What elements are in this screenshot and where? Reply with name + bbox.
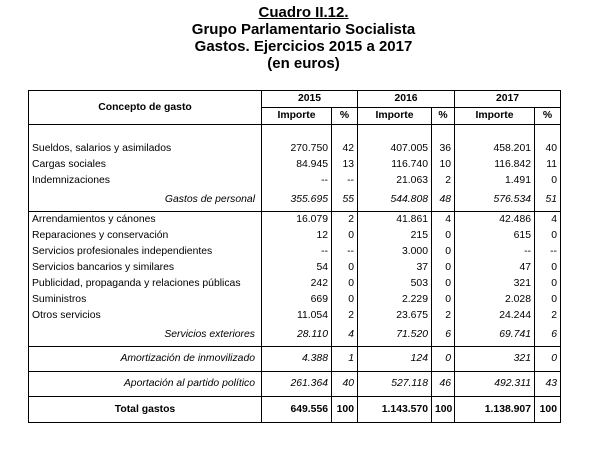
cell-value: 4 <box>535 212 561 229</box>
cell-value: 0 <box>535 173 561 189</box>
cell-value: 492.311 <box>455 372 535 397</box>
importe-header: Importe <box>358 108 432 125</box>
cell-value: 36 <box>432 141 455 157</box>
cell-value: 0 <box>535 292 561 308</box>
cell-value: 2 <box>535 308 561 324</box>
cell-value: 11 <box>535 157 561 173</box>
cell-value: 261.364 <box>262 372 332 397</box>
cell-value: 2.229 <box>358 292 432 308</box>
row-label: Otros servicios <box>29 308 262 324</box>
cell-value: 0 <box>432 228 455 244</box>
cell-value: 100 <box>535 397 561 423</box>
row-label: Publicidad, propaganda y relaciones públicas <box>29 276 262 292</box>
importe-header: Importe <box>455 108 535 125</box>
cell-value: 0 <box>332 228 358 244</box>
cell-value: 576.534 <box>455 189 535 212</box>
cell-value: -- <box>455 244 535 260</box>
subtotal-row-servicios <box>29 324 561 347</box>
cell-value: 24.244 <box>455 308 535 324</box>
subtotal-label: Gastos de personal <box>29 189 262 212</box>
cell-value: 355.695 <box>262 189 332 212</box>
total-row <box>29 397 561 423</box>
row-label: Arrendamientos y cánones <box>29 212 262 229</box>
cell-value: 458.201 <box>455 141 535 157</box>
cell-value: 2.028 <box>455 292 535 308</box>
cell-value: 2 <box>332 212 358 229</box>
header-row-years <box>29 91 561 108</box>
cell-value: 116.842 <box>455 157 535 173</box>
year-2015-header: 2015 <box>262 91 358 108</box>
cell-value: 13 <box>332 157 358 173</box>
cell-value: 0 <box>535 347 561 372</box>
table-title: Grupo Parlamentario Socialista <box>191 21 416 38</box>
amortizacion-row <box>29 347 561 372</box>
cell-value: 10 <box>432 157 455 173</box>
table-number: Cuadro II.12. <box>258 4 349 21</box>
table-row <box>29 141 561 157</box>
cell-value: 1.138.907 <box>455 397 535 423</box>
cell-value: 16.079 <box>262 212 332 229</box>
row-label: Servicios profesionales independientes <box>29 244 262 260</box>
cell-value: 100 <box>432 397 455 423</box>
cell-value: 503 <box>358 276 432 292</box>
cell-value: 28.110 <box>262 324 332 347</box>
cell-value: 69.741 <box>455 324 535 347</box>
cell-value: 4.388 <box>262 347 332 372</box>
cell-value: 3.000 <box>358 244 432 260</box>
table-caption <box>0 4 607 72</box>
cell-value: 47 <box>455 260 535 276</box>
cell-value: 100 <box>332 397 358 423</box>
cell-value: 2 <box>432 173 455 189</box>
cell-value: 21.063 <box>358 173 432 189</box>
table-row <box>29 244 561 260</box>
cell-value: 0 <box>535 260 561 276</box>
table-subtitle: Gastos. Ejercicios 2015 a 2017 <box>194 38 413 55</box>
cell-value: 0 <box>432 276 455 292</box>
cell-value: 4 <box>332 324 358 347</box>
pct-header: % <box>432 108 455 125</box>
table-row <box>29 228 561 244</box>
cell-value: 51 <box>535 189 561 212</box>
cell-value: 55 <box>332 189 358 212</box>
cell-value: 0 <box>432 347 455 372</box>
table-row <box>29 157 561 173</box>
year-2017-header: 2017 <box>455 91 561 108</box>
cell-value: 669 <box>262 292 332 308</box>
spacer-row <box>29 125 561 142</box>
cell-value: 71.520 <box>358 324 432 347</box>
cell-value: 37 <box>358 260 432 276</box>
aportacion-row <box>29 372 561 397</box>
cell-value: 40 <box>332 372 358 397</box>
cell-value: 6 <box>432 324 455 347</box>
cell-value: -- <box>332 244 358 260</box>
cell-value: 544.808 <box>358 189 432 212</box>
cell-value: -- <box>262 173 332 189</box>
cell-value: 40 <box>535 141 561 157</box>
pct-header: % <box>535 108 561 125</box>
cell-value: 124 <box>358 347 432 372</box>
cell-value: 11.054 <box>262 308 332 324</box>
cell-value: 42.486 <box>455 212 535 229</box>
cell-value: -- <box>332 173 358 189</box>
table-row <box>29 212 561 229</box>
cell-value: 48 <box>432 189 455 212</box>
cell-value: 42 <box>332 141 358 157</box>
cell-value: 2 <box>332 308 358 324</box>
cell-value: 4 <box>432 212 455 229</box>
cell-value: 12 <box>262 228 332 244</box>
table-row <box>29 292 561 308</box>
row-label: Suministros <box>29 292 262 308</box>
cell-value: 0 <box>432 292 455 308</box>
cell-value: 649.556 <box>262 397 332 423</box>
cell-value: 6 <box>535 324 561 347</box>
cell-value: 0 <box>332 292 358 308</box>
cell-value: 116.740 <box>358 157 432 173</box>
cell-value: 46 <box>432 372 455 397</box>
cell-value: 527.118 <box>358 372 432 397</box>
cell-value: 0 <box>332 276 358 292</box>
cell-value: 242 <box>262 276 332 292</box>
cell-value: 1 <box>332 347 358 372</box>
expenses-table <box>28 90 561 423</box>
subtotal-row-personal <box>29 189 561 212</box>
cell-value: 0 <box>432 244 455 260</box>
row-label: Sueldos, salarios y asimilados <box>29 141 262 157</box>
importe-header: Importe <box>262 108 332 125</box>
year-2016-header: 2016 <box>358 91 455 108</box>
cell-value: 321 <box>455 347 535 372</box>
cell-value: 0 <box>432 260 455 276</box>
table-row <box>29 173 561 189</box>
subtotal-label: Servicios exteriores <box>29 324 262 347</box>
subtotal-label: Aportación al partido político <box>29 372 262 397</box>
row-label: Cargas sociales <box>29 157 262 173</box>
pct-header: % <box>332 108 358 125</box>
table-row <box>29 308 561 324</box>
cell-value: 43 <box>535 372 561 397</box>
table-row <box>29 276 561 292</box>
cell-value: 41.861 <box>358 212 432 229</box>
cell-value: 615 <box>455 228 535 244</box>
cell-value: -- <box>535 244 561 260</box>
subtotal-label: Amortización de inmovilizado <box>29 347 262 372</box>
table-units: (en euros) <box>267 55 340 72</box>
table-row <box>29 260 561 276</box>
cell-value: 1.491 <box>455 173 535 189</box>
row-label: Indemnizaciones <box>29 173 262 189</box>
cell-value: 54 <box>262 260 332 276</box>
cell-value: 0 <box>535 228 561 244</box>
row-label: Reparaciones y conservación <box>29 228 262 244</box>
concept-header: Concepto de gasto <box>29 91 262 125</box>
cell-value: 1.143.570 <box>358 397 432 423</box>
cell-value: 0 <box>535 276 561 292</box>
cell-value: 23.675 <box>358 308 432 324</box>
cell-value: 2 <box>432 308 455 324</box>
cell-value: 407.005 <box>358 141 432 157</box>
row-label: Servicios bancarios y similares <box>29 260 262 276</box>
total-label: Total gastos <box>29 397 262 423</box>
cell-value: 321 <box>455 276 535 292</box>
cell-value: 215 <box>358 228 432 244</box>
cell-value: -- <box>262 244 332 260</box>
cell-value: 0 <box>332 260 358 276</box>
cell-value: 270.750 <box>262 141 332 157</box>
cell-value: 84.945 <box>262 157 332 173</box>
